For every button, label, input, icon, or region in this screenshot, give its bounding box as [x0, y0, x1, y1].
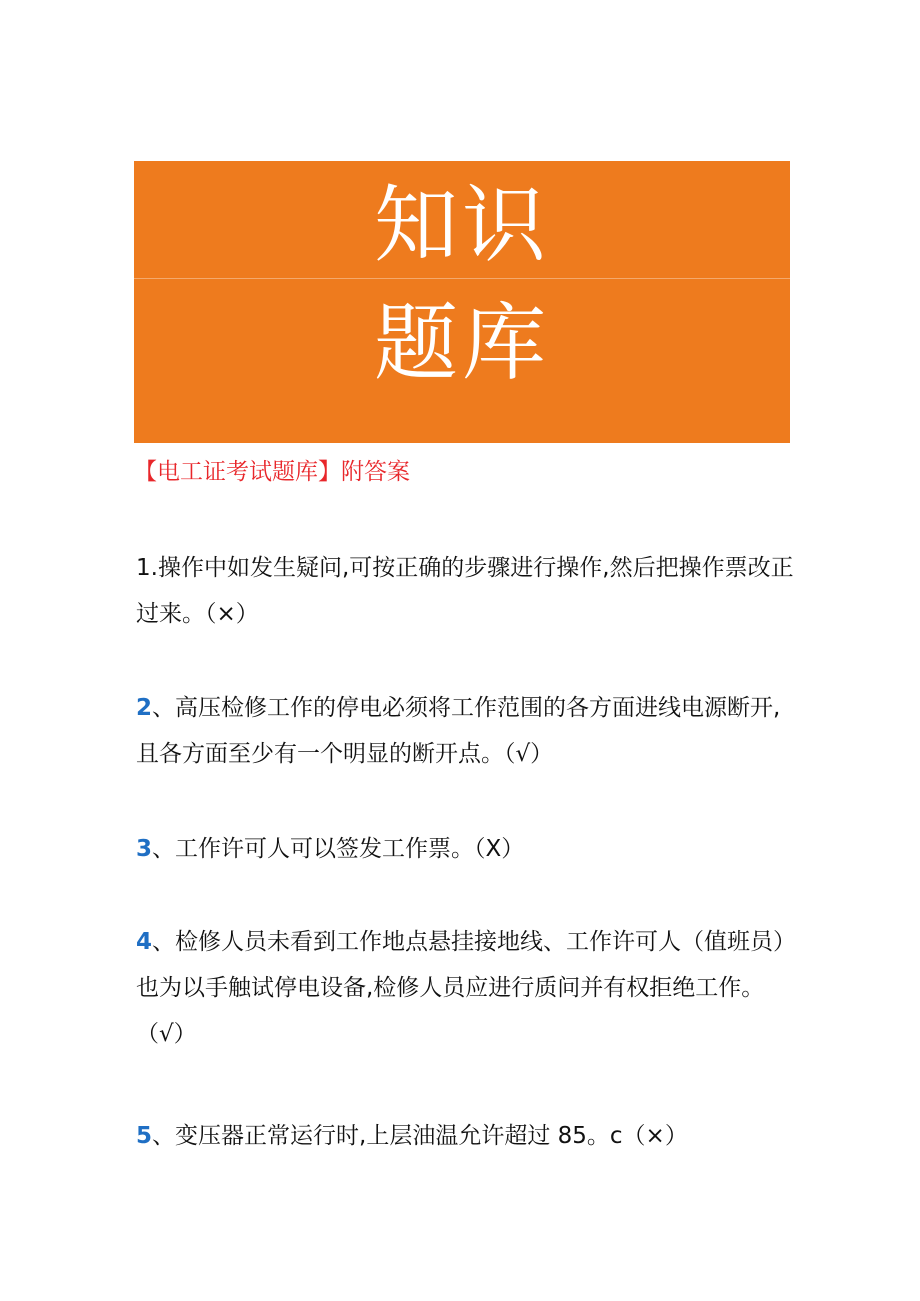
question-5 [136, 1113, 796, 1159]
banner-divider [134, 278, 790, 279]
question-1 [136, 545, 796, 637]
question-text: 操作中如发生疑问,可按正确的步骤进行操作,然后把操作票改正过来。（×） [136, 555, 794, 627]
question-text: 、检修人员未看到工作地点悬挂接地线、工作许可人（值班员）也为以手触试停电设备,检修人员应进行质问并有权拒绝工作。（√） [136, 929, 797, 1047]
question-text: 、变压器正常运行时,上层油温允许超过 85。c（×） [152, 1123, 688, 1149]
banner-title-line2: 题库 [373, 294, 550, 392]
banner-title-line1: 知识 [373, 176, 550, 274]
question-number: 4 [136, 929, 153, 955]
question-number: 2 [136, 695, 153, 721]
question-number: 5 [136, 1123, 153, 1149]
question-3 [136, 826, 796, 872]
question-4 [136, 919, 796, 1057]
question-number: 3 [136, 836, 153, 862]
question-number: 1. [136, 555, 158, 581]
question-text: 、高压检修工作的停电必须将工作范围的各方面进线电源断开,且各方面至少有一个明显的断开点。（√） [136, 695, 781, 767]
document-subtitle: 【电工证考试题库】附答案 [134, 459, 410, 485]
title-banner [134, 161, 790, 443]
question-2 [136, 685, 796, 777]
question-text: 、工作许可人可以签发工作票。（X） [152, 836, 525, 862]
